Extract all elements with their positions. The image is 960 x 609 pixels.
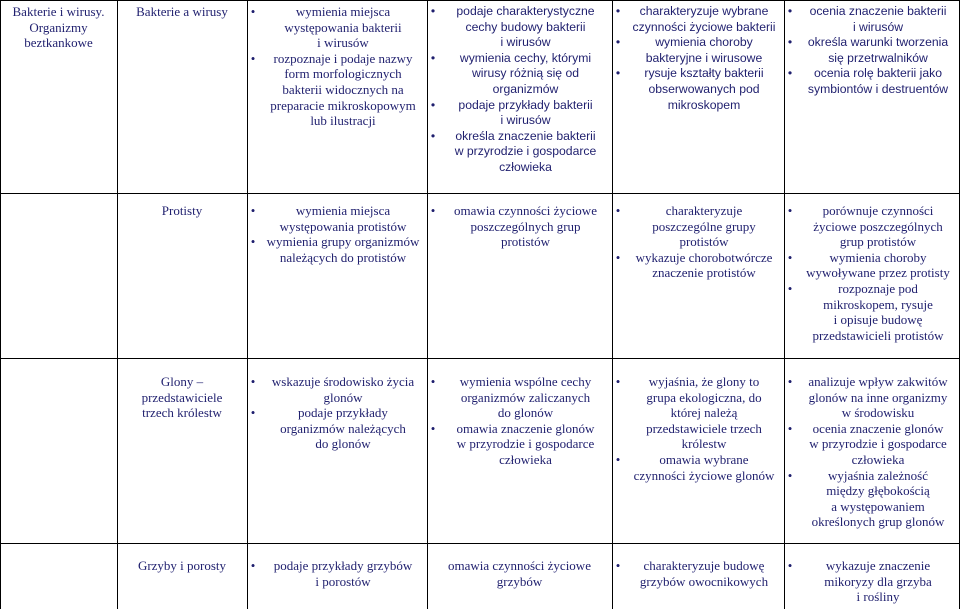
- requirement-item: [614, 35, 782, 66]
- cell-text-line: omawia czynności życiowe: [454, 203, 597, 218]
- bullet-icon: •: [250, 203, 256, 218]
- cell-text-line: określa znaczenie bakterii: [455, 128, 596, 143]
- requirement-item: [429, 98, 610, 129]
- cell-text-line: organizmów należących: [280, 420, 406, 436]
- cell-text-line: wskazuje środowisko życia: [271, 374, 415, 389]
- cell-text-line: charakteryzuje wybrane: [639, 4, 769, 18]
- cell-text-line: grzybów owocnikowych: [639, 573, 769, 589]
- cell-text-line: Protisty: [161, 203, 203, 218]
- cell-text-line: człowieka: [851, 451, 905, 467]
- bullet-icon: •: [430, 374, 436, 389]
- requirement-item: [786, 374, 958, 421]
- cell-text-line: beztkankowe: [24, 35, 93, 51]
- cell-text-line: mikoryzy dla grzyba: [824, 573, 932, 589]
- requirement-item: [429, 374, 610, 421]
- bullet-icon: •: [787, 35, 793, 50]
- bullet-icon: •: [250, 234, 256, 250]
- requirement-list: [429, 558, 610, 589]
- bullet-icon: •: [615, 451, 621, 467]
- cell-text-line: Grzyby i porosty: [137, 558, 227, 573]
- cell-text-line: rozpoznaje pod: [838, 280, 918, 296]
- cell-text-line: charakteryzuje budowę: [643, 558, 765, 573]
- cell-text-line: wymienia cechy, którymi: [459, 50, 592, 65]
- requirement-list: [249, 558, 425, 589]
- requirement-item: [249, 558, 425, 589]
- cell-text-line: poszczególnych grup: [470, 218, 581, 234]
- table-vertical-rule: [117, 0, 118, 609]
- topic-cell: [0, 4, 117, 51]
- bullet-icon: •: [430, 50, 436, 65]
- bullet-icon: •: [787, 467, 793, 483]
- requirement-item: [249, 4, 425, 51]
- cell-text-line: między głębokością: [826, 483, 930, 499]
- cell-text-line: obserwowanych pod: [648, 81, 760, 96]
- cell-text-line: cechy budowy bakterii: [465, 19, 586, 34]
- cell-text-line: a występowaniem: [831, 498, 925, 514]
- cell-text-line: występowania bakterii: [284, 19, 402, 35]
- cell-text-line: określonych grup glonów: [811, 514, 945, 530]
- bullet-icon: •: [615, 374, 621, 389]
- bullet-icon: •: [787, 420, 793, 436]
- cell-text-line: wymienia wspólne cechy: [459, 374, 592, 389]
- requirement-cell: [612, 4, 784, 113]
- requirement-item: [614, 250, 782, 281]
- subtopic-cell: [117, 203, 247, 219]
- cell-text-line: Bakterie a wirusy: [136, 4, 228, 19]
- cell-text-line: przedstawiciele: [141, 389, 223, 405]
- cell-text-line: się przetrwalników: [828, 50, 928, 65]
- cell-text-line: organizmów: [492, 81, 559, 96]
- cell-text-line: w przyrodzie i gospodarce: [454, 144, 597, 159]
- requirement-cell: [784, 374, 960, 530]
- cell-text-line: Glony –: [160, 374, 204, 389]
- cell-text-line: przedstawicieli protistów: [812, 327, 944, 343]
- requirement-list: [429, 374, 610, 468]
- requirement-item: [614, 452, 782, 483]
- cell-text-line: i rośliny: [856, 589, 900, 605]
- requirement-item: [249, 374, 425, 405]
- cell-text-line: omawia znaczenie glonów: [456, 420, 595, 436]
- cell-text-line: królestw: [681, 436, 727, 452]
- cell-text-line: protistów: [500, 234, 551, 250]
- bullet-icon: •: [615, 249, 621, 265]
- requirement-cell: [612, 374, 784, 483]
- requirement-cell: [247, 558, 427, 589]
- cell-text-line: wirusy różnią się od: [471, 66, 580, 81]
- subtopic-cell: [117, 4, 247, 20]
- requirement-item: [786, 468, 958, 530]
- cell-text-line: wymienia grupy organizmów: [266, 234, 420, 250]
- cell-text-line: grzybów: [496, 573, 543, 589]
- cell-text-line: do glonów: [497, 405, 554, 421]
- cell-text-line: glonów: [323, 389, 363, 405]
- bullet-icon: •: [787, 203, 793, 218]
- cell-text-line: trzech królestw: [142, 405, 222, 421]
- cell-text-line: bakteryjne i wirusowe: [645, 50, 763, 65]
- requirement-item: [786, 203, 958, 250]
- bullet-icon: •: [787, 66, 793, 81]
- requirement-list: [614, 4, 782, 113]
- cell-text-line: wyjaśnia zależność: [828, 467, 928, 483]
- cell-text-line: i wirusów: [500, 35, 551, 50]
- requirement-cell: [784, 203, 960, 343]
- requirement-item: [249, 203, 425, 234]
- requirement-cell: [612, 558, 784, 589]
- requirement-cell: [427, 374, 612, 468]
- cell-text-line: znaczenie protistów: [652, 265, 756, 281]
- requirement-item: [614, 558, 782, 589]
- cell-text-line: i wirusów: [852, 19, 904, 34]
- cell-text-line: porównuje czynności: [822, 203, 934, 218]
- cell-text-line: przedstawiciele trzech: [646, 420, 762, 436]
- requirement-item: [786, 250, 958, 281]
- cell-text-line: i wirusów: [317, 35, 369, 51]
- cell-text-line: podaje charakterystyczne: [456, 4, 595, 18]
- cell-text-line: poszczególne grupy: [652, 218, 756, 234]
- bullet-icon: •: [615, 4, 621, 18]
- bullet-icon: •: [615, 66, 621, 81]
- requirement-item: [249, 51, 425, 129]
- cell-text-line: Bakterie i wirusy.: [12, 4, 105, 19]
- cell-text-line: czynności życiowe bakterii: [632, 19, 776, 34]
- cell-text-line: ocenia znaczenie glonów: [812, 420, 944, 436]
- requirement-item: [429, 558, 610, 589]
- cell-text-line: czynności życiowe glonów: [633, 467, 775, 483]
- cell-text-line: Organizmy: [29, 19, 88, 35]
- cell-text-line: występowania protistów: [279, 218, 407, 234]
- cell-text-line: i opisuje budowę: [833, 312, 923, 328]
- cell-text-line: podaje przykłady bakterii: [458, 97, 593, 112]
- cell-text-line: glonów na inne organizmy: [808, 389, 948, 405]
- requirement-item: [786, 558, 958, 605]
- cell-text-line: w przyrodzie i gospodarce: [456, 436, 595, 452]
- bullet-icon: •: [250, 374, 256, 389]
- requirement-item: [249, 234, 425, 265]
- table-row-rule: [0, 193, 960, 194]
- cell-text-line: człowieka: [499, 159, 552, 174]
- requirement-list: [249, 203, 425, 265]
- requirement-list: [614, 203, 782, 281]
- requirement-item: [786, 421, 958, 468]
- cell-text-line: lub ilustracji: [310, 113, 376, 129]
- cell-text-line: i wirusów: [500, 113, 551, 128]
- bullet-icon: •: [250, 558, 256, 573]
- cell-text-line: form morfologicznych: [284, 66, 402, 82]
- cell-text-line: wykazuje znaczenie: [825, 558, 931, 573]
- cell-text-line: charakteryzuje: [665, 203, 743, 218]
- requirement-item: [786, 4, 958, 35]
- bullet-icon: •: [787, 4, 793, 18]
- requirement-item: [614, 374, 782, 452]
- bullet-icon: •: [787, 280, 793, 296]
- bullet-icon: •: [615, 558, 621, 573]
- cell-text-line: rozpoznaje i podaje nazwy: [273, 50, 413, 66]
- cell-text-line: wymienia choroby: [829, 249, 927, 265]
- bullet-icon: •: [250, 405, 256, 421]
- requirement-cell: [247, 203, 427, 265]
- requirement-item: [786, 281, 958, 343]
- cell-text-line: wymienia miejsca: [295, 203, 391, 218]
- bullet-icon: •: [787, 249, 793, 265]
- bullet-icon: •: [250, 50, 256, 66]
- cell-text-line: grup protistów: [839, 234, 917, 250]
- bullet-icon: •: [430, 203, 436, 218]
- bullet-icon: •: [787, 374, 793, 389]
- requirement-cell: [247, 4, 427, 129]
- subtopic-cell: [117, 558, 247, 574]
- cell-text-line: podaje przykłady grzybów: [273, 558, 413, 573]
- requirement-cell: [427, 4, 612, 176]
- cell-text-line: omawia czynności życiowe: [448, 558, 591, 573]
- table-row-rule: [0, 358, 960, 359]
- cell-text-line: i porostów: [315, 573, 371, 589]
- requirement-list: [614, 374, 782, 483]
- requirement-list: [786, 374, 958, 530]
- bullet-icon: •: [250, 4, 256, 19]
- requirement-item: [429, 203, 610, 250]
- requirement-list: [249, 4, 425, 129]
- requirement-item: [614, 4, 782, 35]
- requirement-cell: [427, 203, 612, 250]
- cell-text-line: wyjaśnia, że glony to: [648, 374, 760, 389]
- cell-text-line: grupa ekologiczna, do: [646, 389, 762, 405]
- cell-text-line: mikroskopem: [667, 97, 741, 112]
- cell-text-line: do glonów: [315, 436, 371, 452]
- requirement-cell: [247, 374, 427, 452]
- requirement-item: [429, 129, 610, 176]
- requirement-cell: [612, 203, 784, 281]
- cell-text-line: rysuje kształty bakterii: [644, 66, 764, 81]
- cell-text-line: omawia wybrane: [659, 451, 749, 467]
- subtopic-cell: [117, 374, 247, 421]
- cell-text-line: preparacie mikroskopowym: [270, 97, 416, 113]
- requirement-item: [786, 66, 958, 97]
- requirement-list: [786, 558, 958, 605]
- bullet-icon: •: [430, 420, 436, 436]
- requirement-list: [786, 203, 958, 343]
- requirement-item: [614, 66, 782, 113]
- cell-text-line: analizuje wpływ zakwitów: [808, 374, 948, 389]
- cell-text-line: ocenia rolę bakterii jako: [813, 66, 943, 81]
- requirement-item: [429, 421, 610, 468]
- requirement-item: [429, 51, 610, 98]
- cell-text-line: podaje przykłady: [298, 405, 388, 421]
- cell-text-line: ocenia znaczenie bakterii: [809, 4, 947, 18]
- requirement-list: [249, 374, 425, 452]
- requirement-list: [614, 558, 782, 589]
- requirement-cell: [427, 558, 612, 589]
- table-row-rule: [0, 543, 960, 544]
- requirement-item: [786, 35, 958, 66]
- cell-text-line: wymienia miejsca: [295, 4, 391, 19]
- bullet-icon: •: [430, 128, 436, 143]
- requirement-list: [429, 4, 610, 176]
- cell-text-line: należących do protistów: [279, 249, 407, 265]
- cell-text-line: protistów: [679, 234, 729, 250]
- requirement-item: [429, 4, 610, 51]
- cell-text-line: w przyrodzie i gospodarce: [809, 436, 947, 452]
- cell-text-line: mikroskopem, rysuje: [823, 296, 933, 312]
- requirement-item: [614, 203, 782, 250]
- cell-text-line: człowieka: [499, 451, 552, 467]
- requirement-cell: [784, 558, 960, 605]
- cell-text-line: symbiontów i destruentów: [807, 81, 949, 96]
- cell-text-line: w środowisku: [841, 405, 915, 421]
- requirement-item: [249, 405, 425, 452]
- table-vertical-rule: [0, 0, 1, 609]
- table-top-rule: [0, 0, 960, 1]
- bullet-icon: •: [787, 558, 793, 573]
- requirement-list: [786, 4, 958, 98]
- bullet-icon: •: [615, 203, 621, 218]
- cell-text-line: której należą: [670, 405, 738, 421]
- cell-text-line: wykazuje chorobotwórcze: [635, 249, 773, 265]
- requirement-cell: [784, 4, 960, 98]
- cell-text-line: wywoływane przez protisty: [806, 265, 950, 281]
- bullet-icon: •: [430, 4, 436, 18]
- cell-text-line: życiowe poszczególnych: [813, 218, 943, 234]
- cell-text-line: wymienia choroby: [655, 35, 753, 50]
- cell-text-line: określa warunki tworzenia: [807, 35, 949, 50]
- requirement-list: [429, 203, 610, 250]
- cell-text-line: bakterii widocznych na: [282, 81, 404, 97]
- cell-text-line: organizmów zaliczanych: [460, 389, 591, 405]
- bullet-icon: •: [615, 35, 621, 50]
- bullet-icon: •: [430, 97, 436, 112]
